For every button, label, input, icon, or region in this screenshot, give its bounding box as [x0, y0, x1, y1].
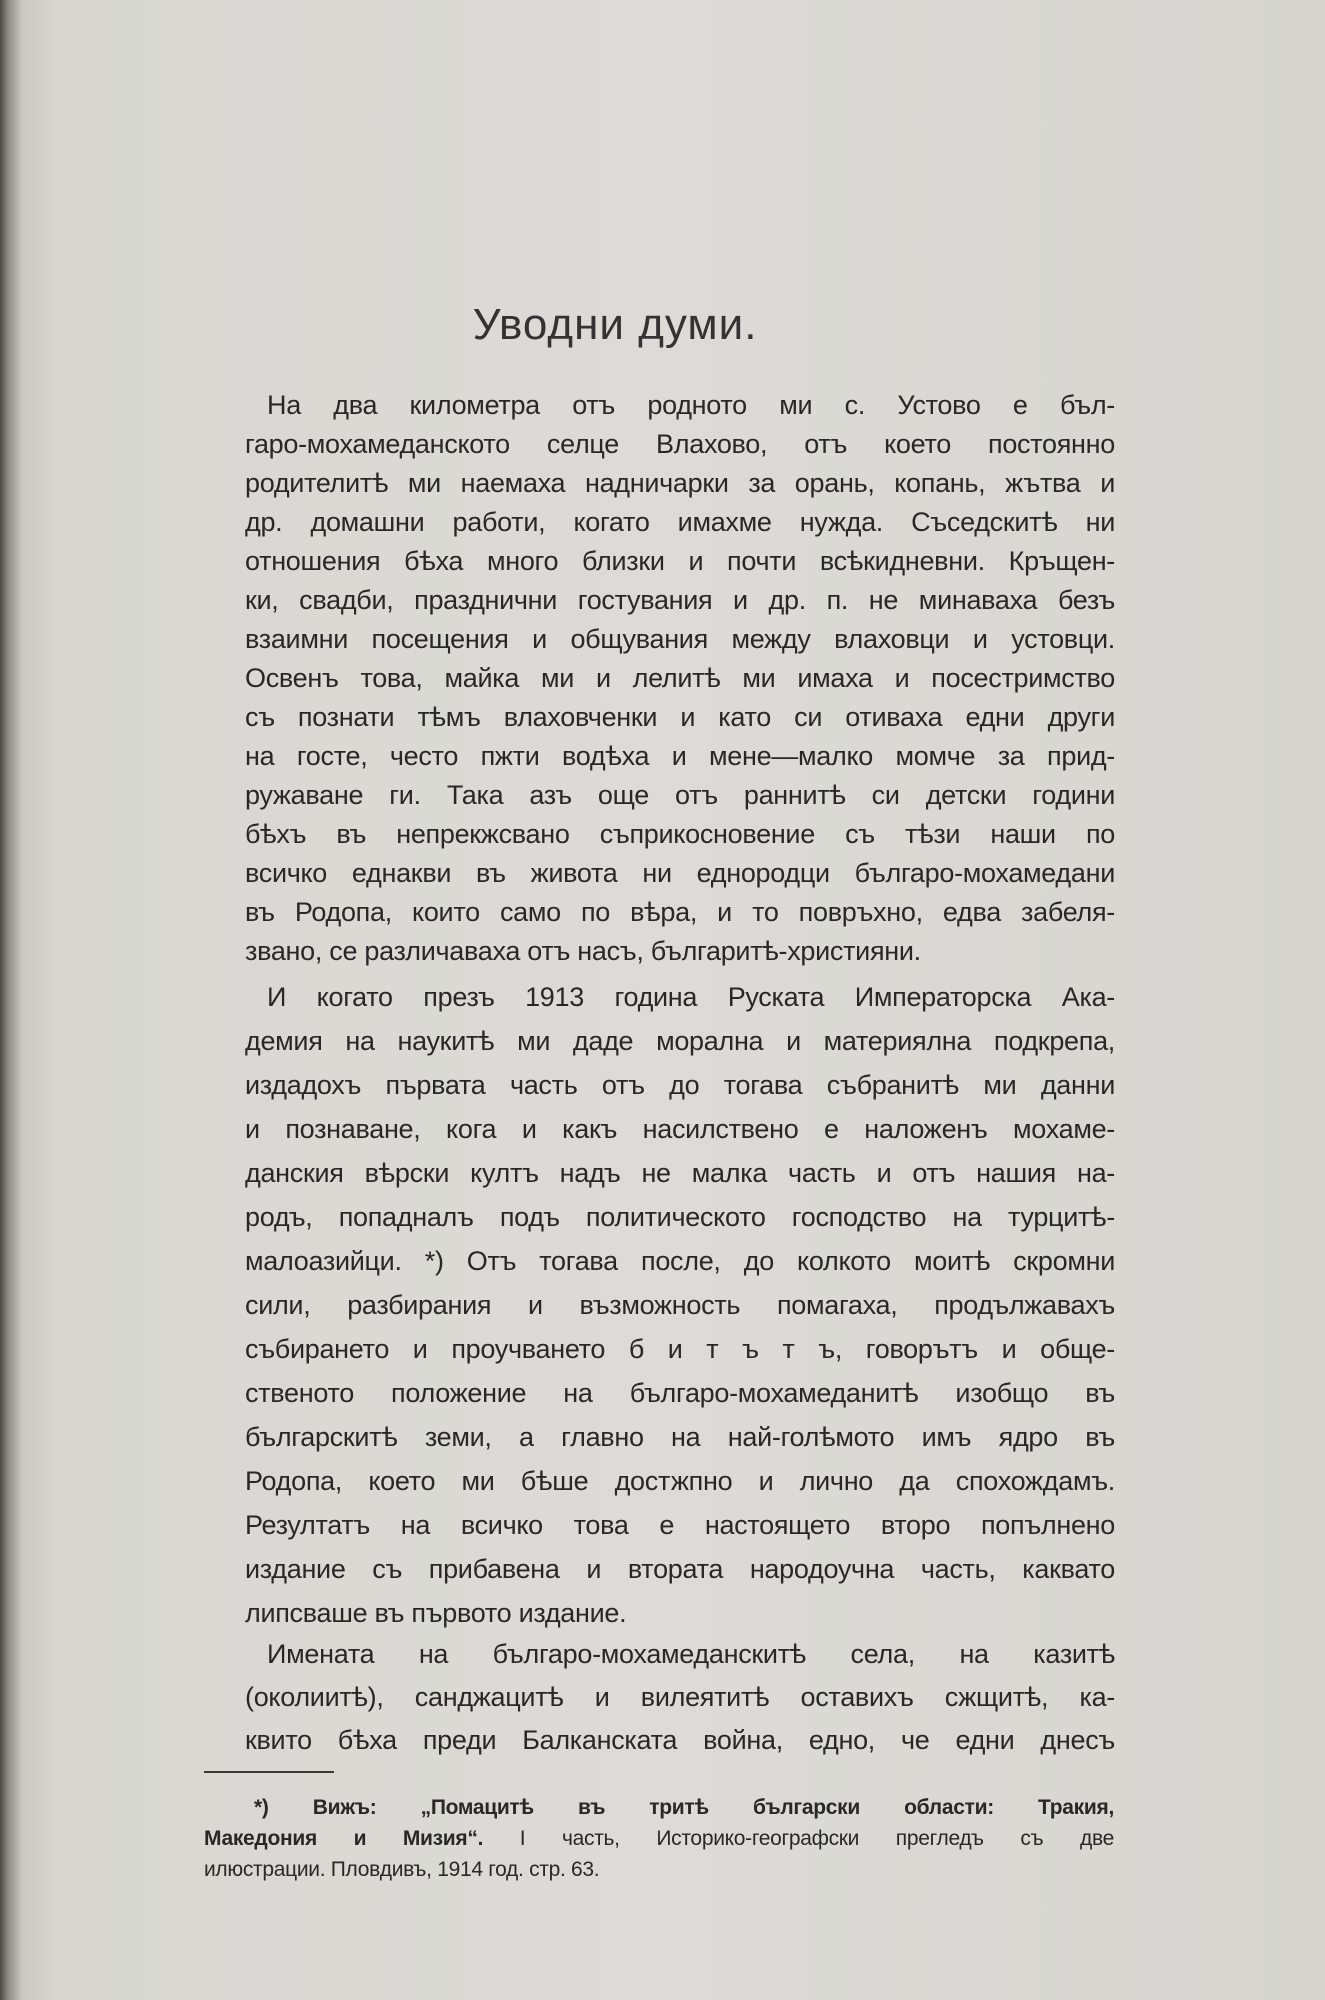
text-line: съ познати тѣмъ влаховченки и като си отиваха едни други	[245, 702, 1115, 732]
text-line: родъ, попадналъ подъ политическото господство на турцитѣ-	[245, 1202, 1115, 1232]
text-line: Родопа, което ми бѣше достжпно и лично да спохождамъ.	[245, 1466, 1115, 1496]
footnote-text: I часть, Историко-географски прегледъ съ две	[483, 1827, 1114, 1850]
page-title: Уводни думи.	[472, 300, 758, 349]
text-line: др. домашни работи, когато имахме нужда. Съседскитѣ ни	[245, 507, 1115, 537]
footnote-title-end: Македония и Мизия“.	[204, 1827, 484, 1850]
text-line: липсваше въ първото издание.	[245, 1598, 627, 1628]
footnote-line	[204, 1823, 1114, 1854]
text-line: ки, свадби, празднични гостувания и др. п. не минаваха безъ	[245, 585, 1115, 615]
text-line: и познаване, кога и какъ насилствено е наложенъ мохаме-	[245, 1114, 1115, 1144]
text-line: всичко еднакви въ живота ни еднородци българо-мохамедани	[245, 858, 1115, 888]
text-line: данския вѣрски култъ надъ не малка часть и отъ нашия на-	[245, 1158, 1115, 1188]
footnote-rule	[204, 1771, 334, 1773]
text-line: на госте, често пжти водѣха и мене—малко момче за прид-	[245, 741, 1115, 771]
footnote-line: илюстрации. Пловдивъ, 1914 год. стр. 63.	[204, 1858, 600, 1881]
text-line: издание съ прибавена и втората народоучна часть, каквато	[245, 1554, 1115, 1584]
text-line: малоазийци. *) Отъ тогава после, до колкото моитѣ скромни	[245, 1246, 1115, 1276]
text-line: въ Родопа, които само по вѣра, и то повръхно, едва забеля-	[245, 897, 1115, 927]
text-line: взаимни посещения и общувания между влаховци и устовци.	[245, 624, 1115, 654]
text-line: ружаване ги. Така азъ още отъ раннитѣ си детски години	[245, 780, 1115, 810]
text-line: звано, се различаваха отъ насъ, българитѣ-християни.	[245, 936, 921, 966]
text-line: гаро-мохамеданското селце Влахово, отъ което постоянно	[245, 429, 1115, 459]
text-line: сили, разбирания и възможность помагаха, продължавахъ	[245, 1290, 1115, 1320]
text-line: българскитѣ земи, а главно на най-голѣмото имъ ядро въ	[245, 1422, 1115, 1452]
text-line: отношения бѣха много близки и почти всѣкидневни. Кръщен-	[245, 546, 1115, 576]
paragraph-1	[245, 386, 1115, 971]
text-line: Освенъ това, майка ми и лелитѣ ми имаха и посестримство	[245, 663, 1115, 693]
text-line: родителитѣ ми наемаха надничарки за орань, копань, жътва и	[245, 468, 1115, 498]
paragraph-2	[245, 975, 1115, 1635]
paragraph-3	[245, 1633, 1115, 1762]
text-line: издадохъ първата часть отъ до тогава събранитѣ ми данни	[245, 1070, 1115, 1100]
text-line: ственото положение на българо-мохамеданитѣ изобщо въ	[245, 1378, 1115, 1408]
text-line: бѣхъ въ непрекжсвано съприкосновение съ тѣзи наши по	[245, 819, 1115, 849]
text-line: На два километра отъ родното ми с. Устово е бъл-	[267, 390, 1115, 420]
text-line: (околиитѣ), санджацитѣ и вилеятитѣ оставихъ сжщитѣ, ка-	[245, 1682, 1115, 1712]
text-line: демия на наукитѣ ми даде морална и материялна подкрепа,	[245, 1026, 1115, 1056]
footnote-line: *) Вижъ: „Помацитѣ въ тритѣ български области: Тракия,	[254, 1796, 1114, 1819]
text-line: Резултатъ на всичко това е настоящето второ попълнено	[245, 1510, 1115, 1540]
text-line: И когато презъ 1913 година Руската Императорска Ака-	[267, 982, 1115, 1012]
text-line: събирането и проучването б и т ъ т ъ, говорътъ и обще-	[245, 1334, 1115, 1364]
text-line: квито бѣха преди Балканската война, едно, че едни днесъ	[245, 1725, 1115, 1755]
footnote	[204, 1792, 1114, 1885]
text-line: Имената на българо-мохамеданскитѣ села, на казитѣ	[267, 1639, 1115, 1669]
